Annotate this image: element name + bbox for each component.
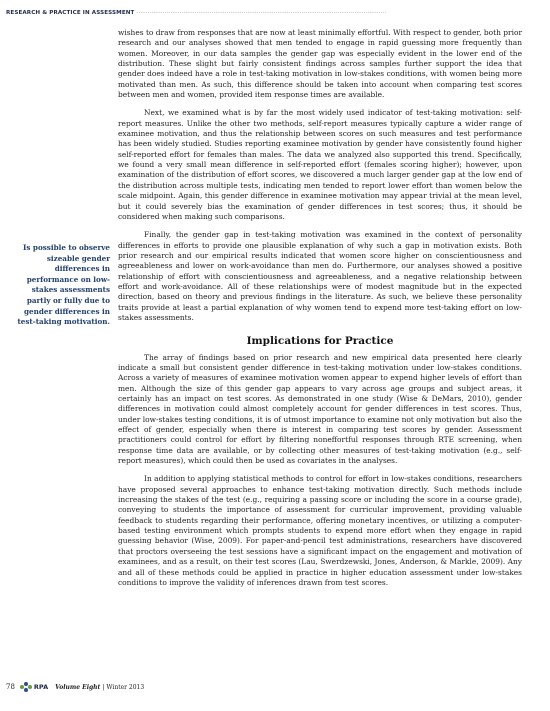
paragraph-5: In addition to applying statistical methods to control for effort in low-stakes conditions, researchers have proposed several approaches to enhance test-taking motivation directly. Such methods include increasing the stakes of the test (e.g., requiring a passing score or including the score in a course grade), conveying to students the importance of assessment for curricular improvement, providing valuable feedback to students regarding their performance, offering monetary incentives, or utilizing a computer-based testing environment which prompts students to expend more effort when they engage in rapid guessing behavior (Wise, 2009). For paper-and-pencil test administrations, researchers have discovered that proctors overseeing the test sessions have a significant impact on the engagement and motivation of examinees, and as a result, on their test scores (Lau, Swerdzewski, Jones, Anderson, & Markle, 2009). Any and all of these methods could be applied in practice in higher education assessment under low-stakes conditions to improve the validity of inferences drawn from test scores. (118, 474, 522, 587)
page-number: 78 (6, 683, 15, 691)
issue-label: Winter 2013 (106, 683, 145, 691)
running-head-title: RESEARCH & PRACTICE IN ASSESSMENT (6, 10, 135, 16)
rpa-logo-icon (19, 681, 52, 693)
paragraph-3: Finally, the gender gap in test-taking motivation was examined in the context of personality differences in efforts to provide one plausible explanation of why such a gap in motivation exists. Both prior research and our empirical results indicated that women score higher on conscientiousness and agreeableness and lower on work-avoidance than men do. Furthermore, our analyses showed a positive relationship of effort with conscientiousness and agreeableness, and a negative relationship between effort and work-avoidance. All of these relationships were of modest magnitude but in the expected direction, based on theory and previous findings in the literature. As such, we believe these personality traits provide at least a partial explanation of why women tend to expend more test-taking effort on low-stakes assessments. (118, 230, 522, 322)
paragraph-2: Next, we examined what is by far the most widely used indicator of test-taking motivation: self-report measures. Unlike the other two methods, self-report measures typically capture a wider range of examinee motivation, and thus the relationship between scores on such measures and test performance has been widely studied. Studies reporting examinee motivation by gender have consistently found higher self-reported effort for females than males. The data we analyzed also supported this trend. Specifically, we found a very small mean difference in self-reported effort (females scoring higher); however, upon examination of the distribution of effort scores, we discovered a much larger gender gap at the low end of the distribution across multiple tests, indicating men tended to report lower effort than women below the scale midpoint. Again, this gender difference in examinee motivation may appear trivial at the mean level, but it could severely bias the examination of gender differences in test scores; thus, it should be considered when making such comparisons. (118, 108, 522, 221)
pull-quote: Is possible to observe sizeable gender differences in performance on low-stakes assessments partly or fully due to gender differences in test-taking motivation. (17, 243, 110, 327)
footer-separator: | (102, 683, 105, 691)
logo-text: RPA (33, 683, 49, 691)
article-body (118, 28, 522, 588)
running-head (6, 10, 544, 16)
volume-label: Volume Eight (55, 683, 101, 691)
paragraph-1: wishes to draw from responses that are now at least minimally effortful. With respect to gender, both prior research and our analyses showed that men tended to engage in rapid guessing more frequently than women. Moreover, in our data samples the gender gap was especially evident in the lower end of the distribution. These slight but fairly consistent findings across samples further support the idea that gender does indeed have a role in test-taking motivation in low-stakes conditions, with women being more motivated than men. As such, this difference should be taken into account when comparing test scores between men and women, provided item response times are available. (118, 28, 522, 100)
running-head-dots: ····································································································································· (136, 10, 387, 16)
page-footer (6, 679, 144, 695)
paragraph-4: The array of findings based on prior research and new empirical data presented here clearly indicate a small but consistent gender difference in test-taking motivation under low-stakes conditions. Across a variety of measures of examinee motivation women appear to expend higher levels of effort than men. Although the size of this gender gap appears to vary across age groups and subject areas, it certainly has an impact on test scores. As demonstrated in one study (Wise & DeMars, 2010), gender differences in motivation could almost completely account for gender differences in test scores. Thus, under low-stakes testing conditions, it is of utmost importance to examine not only motivation but also the effect of gender, especially when there is interest in comparing test scores by gender. Assessment practitioners could control for effort by filtering noneffortful responses through RTE screening, when response time data are available, or by collecting other measures of test-taking motivation (e.g., self-report measures), which could then be used as covariates in the analyses. (118, 352, 522, 466)
section-heading: Implications for Practice (246, 335, 394, 348)
